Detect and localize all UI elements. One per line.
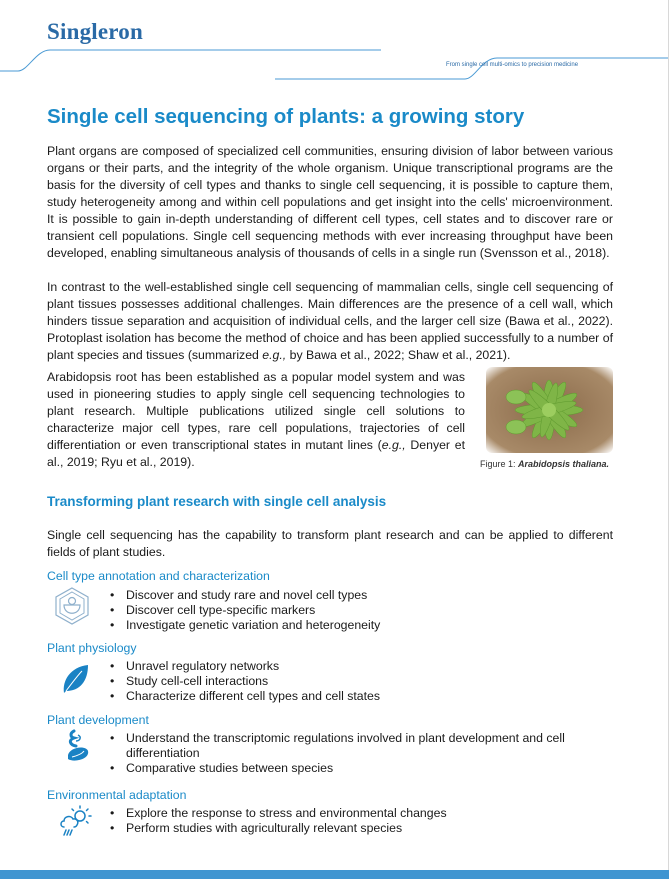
figure-caption <box>480 459 609 469</box>
physiology-bullet-list <box>108 659 608 704</box>
list-item: • Understand the transcriptomic regulations involved in plant development and cell differentiation <box>108 731 608 761</box>
footer-bar <box>0 870 669 879</box>
application-label-development: Plant development <box>47 713 149 727</box>
p2-text-end: by Bawa et al., 2022; Shaw et al., 2021). <box>286 348 511 362</box>
intro-paragraph: Plant organs are composed of specialized cell communities, ensuring division of labor between various organs or their parts, and the integrity of the whole organism. Unique transcriptional programs are the basis for the diversity of cell types and thanks to single cell sequencing, it is possible to capture them, study heterogeneity among and within cell populations and get insight into the cells' microenvironment. It is possible to gain in-depth understanding of different cell types, cell states and to discover rare or transient cell populations. Single cell sequencing methods with ever increasing throughput have been developed, enabling simultaneous analysis of thousands of cells in a single run (Svensson et al., 2018). <box>47 144 613 260</box>
figure-caption-species: Arabidopsis thaliana. <box>518 459 610 469</box>
environment-bullet-list <box>108 806 608 836</box>
cell-icon <box>52 586 92 626</box>
header-wave-lines <box>0 0 669 100</box>
list-item: • Characterize different cell types and cell states <box>108 689 608 704</box>
list-item: • Study cell-cell interactions <box>108 674 608 689</box>
list-item: • Explore the response to stress and environmental changes <box>108 806 608 821</box>
list-item: • Comparative studies between species <box>108 761 608 776</box>
arabidopsis-paragraph <box>47 369 465 471</box>
page-header <box>0 0 669 100</box>
application-label-cell-type: Cell type annotation and characterization <box>47 569 270 583</box>
challenges-paragraph <box>47 279 613 364</box>
p2-italic: e.g., <box>262 348 287 362</box>
p3-text-end: Denyer et al., 2019; Ryu et al., 2019). <box>47 438 465 469</box>
figure-caption-prefix: Figure 1: <box>480 459 519 469</box>
document-title: Single cell sequencing of plants: a growing story <box>47 105 525 128</box>
weather-icon <box>58 805 94 837</box>
arabidopsis-photo <box>486 367 613 453</box>
p3-text: Arabidopsis root has been established as a popular model system and was used in pioneering studies to apply single cell sequencing technologies to plant research. Multiple publications utilized single cell solutions to characterize major cell types, rare cell populations, trajectories of cell differentiation or even transcriptional states in mutant lines ( <box>47 370 465 452</box>
list-item: • Perform studies with agriculturally relevant species <box>108 821 608 836</box>
p2-text: In contrast to the well-established single cell sequencing of mammalian cells, single cell sequencing of plant tissues possesses additional challenges. Main differences are the presence of a cell wall, which hinders tissue separation and acquisition of individual cells, and the larger cell size (Bawa et al., 2022). Protoplast isolation has become the method of choice and has been applied successfully to a number of plant species and tissues (summarized <box>47 280 613 362</box>
cell-type-bullet-list <box>108 588 608 633</box>
development-bullet-list <box>108 731 608 776</box>
section-heading: Transforming plant research with single cell analysis <box>47 494 387 509</box>
application-label-physiology: Plant physiology <box>47 641 137 655</box>
list-item: • Unravel regulatory networks <box>108 659 608 674</box>
list-item: • Discover and study rare and novel cell types <box>108 588 608 603</box>
leaf-icon <box>60 663 90 695</box>
section-intro-paragraph: Single cell sequencing has the capability to transform plant research and can be applied to different fields of plant studies. <box>47 528 613 559</box>
list-item: • Investigate genetic variation and heterogeneity <box>108 618 608 633</box>
p3-italic: e.g., <box>381 438 406 452</box>
singleron-logo: Singleron <box>47 19 143 44</box>
list-item: • Discover cell type-specific markers <box>108 603 608 618</box>
application-label-environment: Environmental adaptation <box>47 788 187 802</box>
seedling-icon <box>64 729 92 765</box>
header-tagline: From single cell multi-omics to precision medicine <box>446 62 579 68</box>
